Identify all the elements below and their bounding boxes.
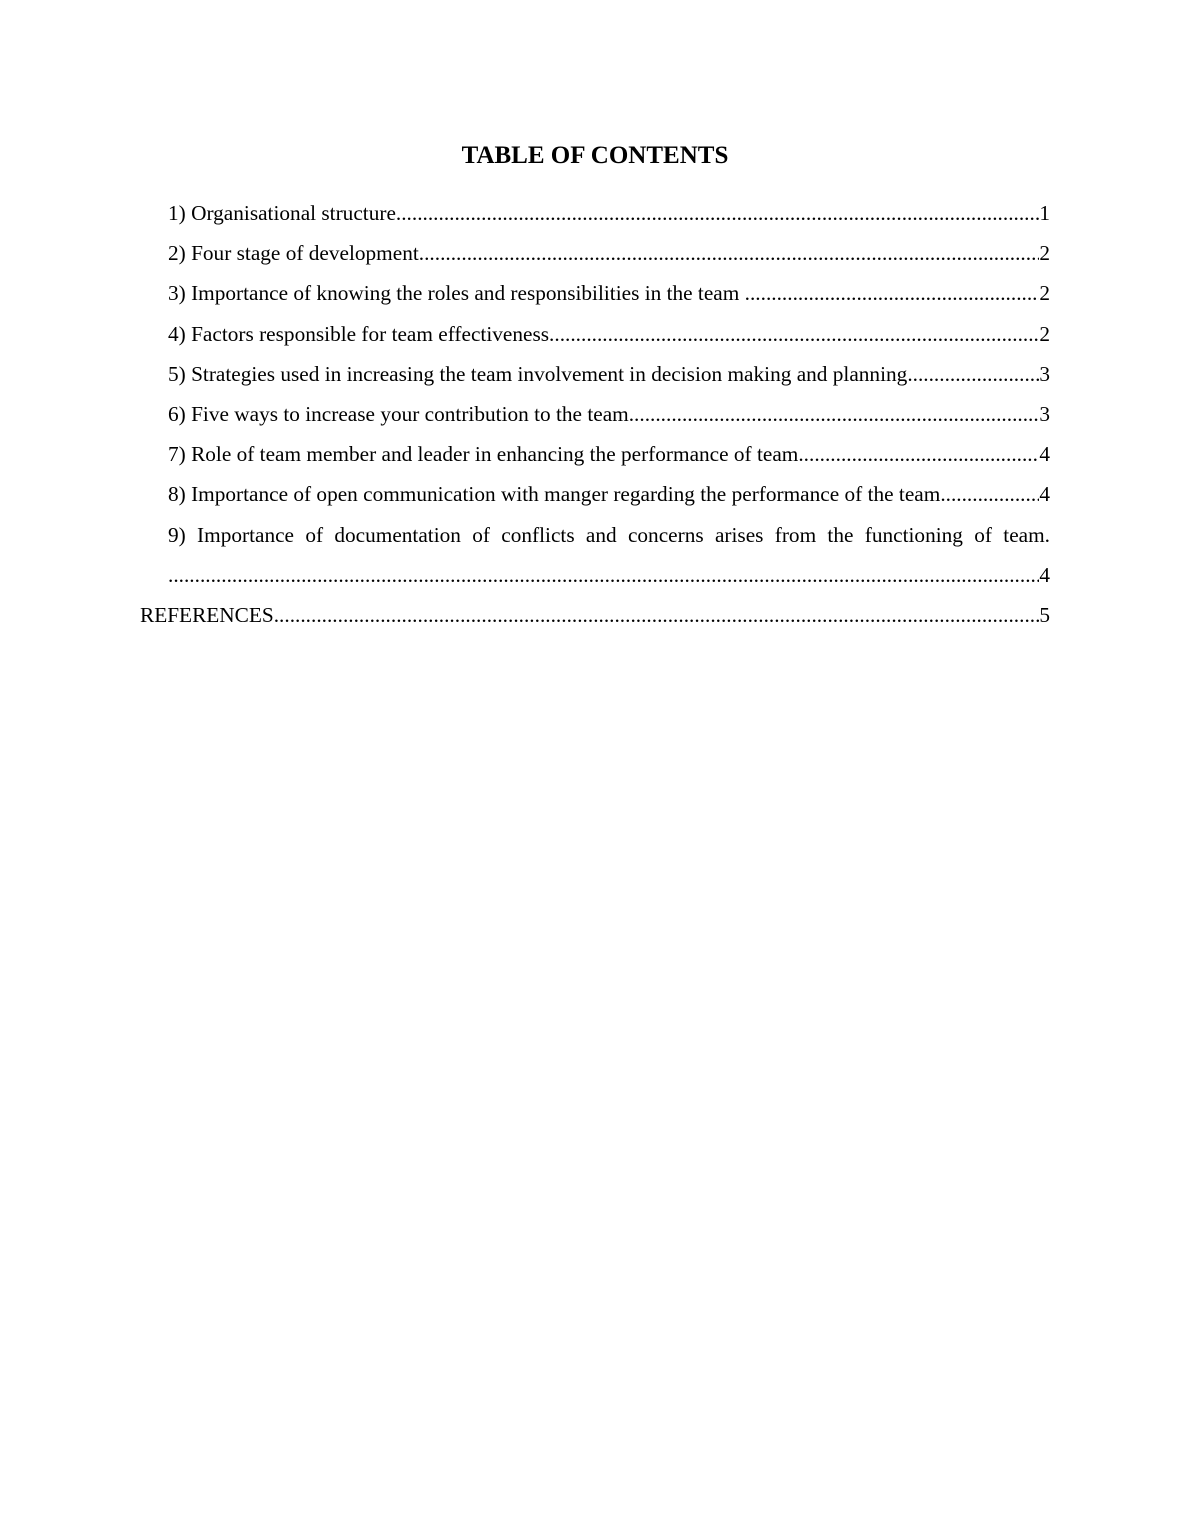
toc-entry-open-communication[interactable] <box>140 474 1050 514</box>
toc-entry-text: 4) Factors responsible for team effectiveness <box>168 321 550 346</box>
toc-entry-page: 2 <box>1039 281 1050 306</box>
toc-entry-text: 8) Importance of open communication with manger regarding the performance of the team <box>168 482 941 507</box>
dot-leader <box>745 273 1040 313</box>
toc-entry-text: 6) Five ways to increase your contribution to the team <box>168 401 629 426</box>
toc-entry-text: 9) Importance of documentation of conflicts and concerns arises from the functioning of team. <box>168 522 1050 547</box>
toc-entry-roles-and-responsibilities[interactable] <box>140 273 1050 313</box>
dot-leader <box>629 394 1040 434</box>
toc-entry-page: 2 <box>1039 241 1050 266</box>
toc-entry-page: 4 <box>1039 562 1050 587</box>
toc-entry-documentation-of-conflicts-continued[interactable] <box>140 555 1050 595</box>
toc-entry-text: 7) Role of team member and leader in enhancing the performance of team <box>168 442 799 467</box>
toc-entry-increase-contribution[interactable] <box>140 394 1050 434</box>
toc-entry-page: 3 <box>1039 401 1050 426</box>
toc-entry-team-effectiveness[interactable] <box>140 314 1050 354</box>
toc-entry-page: 4 <box>1039 442 1050 467</box>
toc-entry-text: 1) Organisational structure <box>168 201 396 225</box>
toc-entry-page: 3 <box>1039 361 1050 386</box>
toc-entry-member-and-leader-role[interactable] <box>140 434 1050 474</box>
toc-entry-page: 4 <box>1039 482 1050 507</box>
toc-entry-references[interactable] <box>140 595 1050 635</box>
toc-entry-text: REFERENCES <box>140 602 274 627</box>
dot-leader <box>549 314 1039 354</box>
toc-entry-text: 3) Importance of knowing the roles and responsibilities in the team <box>168 281 745 306</box>
table-of-contents <box>140 193 1050 635</box>
toc-title: TABLE OF CONTENTS <box>461 142 729 169</box>
toc-entry-organisational-structure[interactable] <box>140 193 1050 233</box>
toc-entry-page: 1 <box>1039 201 1050 225</box>
dot-leader <box>798 434 1039 474</box>
toc-entry-text: 2) Four stage of development <box>168 241 419 266</box>
dot-leader <box>168 555 1039 595</box>
toc-entry-page: 2 <box>1039 321 1050 346</box>
toc-entry-four-stage-of-development[interactable] <box>140 233 1050 273</box>
dot-leader <box>940 474 1039 514</box>
toc-entry-text: 5) Strategies used in increasing the team involvement in decision making and planning <box>168 361 908 386</box>
toc-entry-documentation-of-conflicts[interactable] <box>140 515 1050 555</box>
dot-leader <box>396 193 1039 233</box>
toc-entry-team-involvement-strategies[interactable] <box>140 354 1050 394</box>
dot-leader <box>274 595 1040 635</box>
dot-leader <box>419 233 1040 273</box>
toc-entry-page: 5 <box>1039 602 1050 627</box>
dot-leader <box>907 354 1039 394</box>
